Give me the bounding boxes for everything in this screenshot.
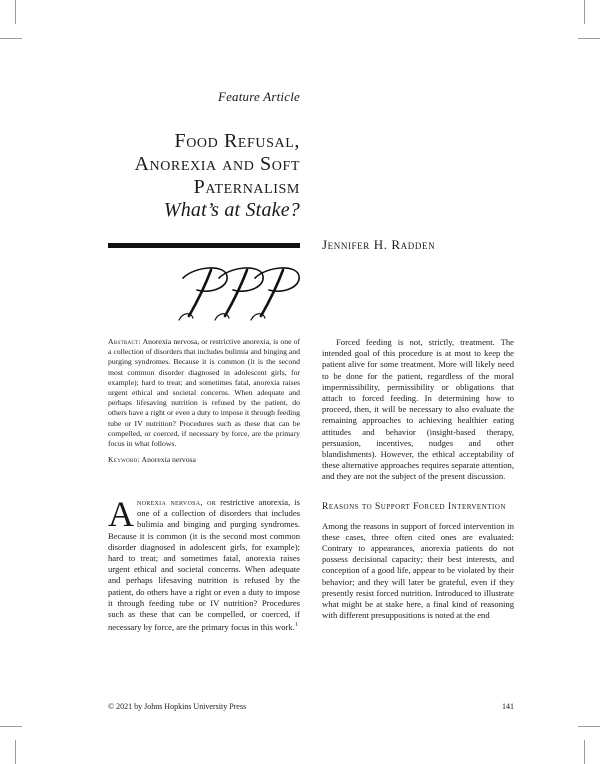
- crop-mark: [578, 38, 600, 39]
- body-column-left: [108, 494, 300, 633]
- body-column-right: [322, 337, 514, 621]
- lead-smallcaps: norexia nervosa, or: [137, 497, 217, 507]
- crop-mark: [584, 0, 585, 24]
- title-line: Anorexia and Soft: [134, 153, 300, 175]
- abstract-text: Anorexia nervosa, or restrictive anorexia, is one of a collection of disorders that includes bulimia and binging and purging syndromes. Because it is common (it is the second most common disorder diagnosed in adolescent girls, for example); hard to treat; and sometimes fatal, anorexia raises urgent ethical and societal concerns. When adequate and perhaps lifesaving nutrition is refused by the patient, do others have a right or even a duty to impose it through feeding tube or IV nutrition? Procedures such as these that can be compelled, or coerced, if necessary by force, are the primary focus in what follows.: [108, 337, 301, 449]
- body-paragraph: Among the reasons in support of forced intervention in these cases, three often cited ones are evaluated: Contrary to appearances, anorexia patients do not possess decisional capacity; their best interests, and conception of a good life, appear to be violated by their behavior; and they will later be grateful, even if they presently resist forced nutrition. Introduced to illustrate what might be at stake here, a final kind of reasoning with different presuppositions is noted at the end: [322, 520, 514, 621]
- article-subtitle: What’s at Stake?: [163, 199, 300, 221]
- intro-paragraph: [108, 494, 300, 633]
- copyright-notice: © 2021 by Johns Hopkins University Press: [108, 702, 247, 711]
- dropcap: A: [108, 494, 134, 534]
- crop-mark: [15, 0, 16, 24]
- footnote-ref: 1: [294, 622, 298, 629]
- title-line: Paternalism: [193, 176, 300, 198]
- keywords-label: Keyword:: [108, 455, 141, 465]
- ppp-ornament-icon: [175, 262, 310, 322]
- body-paragraph: Forced feeding is not, strictly, treatment. The intended goal of this procedure is at most to keep the patient alive for some treatment. More will likely need to be done for the patient, regardless of the moral impermissibility, permissibility or obligations that attach to forced feeding. In determining how to proceed, then, it will be necessary to also evaluate the remaining approaches to achieving healthier eating attitudes and behavior (insight-based therapy, persuasion, incentives, nudges and other blandishments). However, the ethical acceptability of these alternative approaches requires separate attention, and they are not the subject of the present discussion.: [322, 337, 514, 482]
- article-title: [60, 130, 300, 222]
- title-line: Food Refusal,: [174, 130, 300, 152]
- keywords-value: Anorexia nervosa: [141, 455, 196, 465]
- author-name: Jennifer H. Radden: [322, 237, 436, 252]
- crop-mark: [0, 38, 22, 39]
- abstract-paragraph: [108, 337, 300, 449]
- section-heading: Reasons to Support Forced Intervention: [322, 501, 506, 512]
- crop-mark: [0, 726, 22, 727]
- page-number: 141: [502, 702, 514, 711]
- keywords: [108, 455, 300, 465]
- intro-text: restrictive anorexia, is one of a collection of disorders that includes bulimia and binging and purging syndromes. Because it is common (it is the second most common disorder diagnosed in adolescent girls, for example); hard to treat; and sometimes fatal, anorexia raises urgent ethical and societal concerns. When adequate and perhaps lifesaving nutrition is refused by the patient, do others have a right or even a duty to impose it through feeding tube or IV nutrition? Procedures such as these that can be compelled, or coerced, if necessary by force, are the primary focus in this work.: [108, 497, 300, 633]
- abstract: [108, 337, 300, 465]
- crop-mark: [584, 740, 585, 764]
- crop-mark: [15, 740, 16, 764]
- section-label: Feature Article: [217, 89, 300, 104]
- crop-mark: [578, 726, 600, 727]
- abstract-label: Abstract:: [108, 337, 141, 346]
- title-rule: [108, 243, 300, 248]
